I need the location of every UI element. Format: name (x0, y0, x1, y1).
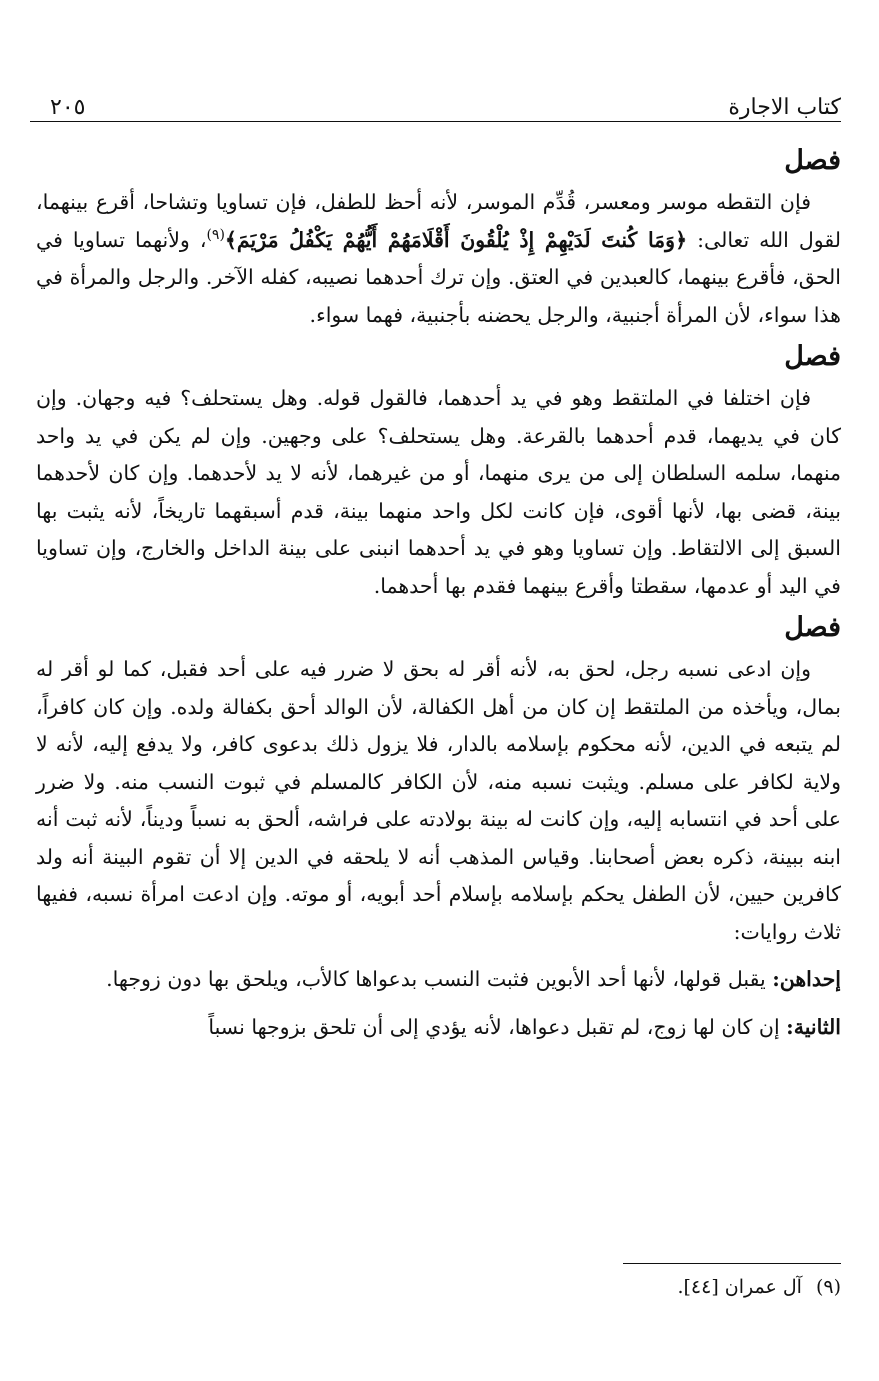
list-item-text: يقبل قولها، لأنها أحد الأبوين فثبت النسب بدعواها كالأب، ويلحق بها دون زوجها. (106, 967, 773, 991)
section-heading: فصل (784, 145, 841, 176)
section-1 (36, 138, 841, 334)
list-item-text: إن كان لها زوج، لم تقبل دعواها، لأنه يؤدي إلى أن تلحق بزوجها نسباً (208, 1014, 787, 1039)
page-body (36, 138, 841, 1046)
header-title: كتاب الاجارة (728, 95, 841, 120)
footnote-text: آل عمران [٤٤]. (677, 1276, 802, 1298)
list-item-label: إحداهن: (772, 967, 841, 991)
section-paragraph: فإن اختلفا في الملتقط وهو في يد أحدهما، فالقول قوله. وهل يستحلف؟ فيه وجهان. وإن كان في يديهما، قدم أحدهما بالقرعة. وهل يستحلف؟ على وجهين. وإن لم يكن في يد واحد منهما، سلمه السلطان إلى من يرى منهما، أو من غيرهما، لأنه لا يد لأحدهما. وإن كان لأحدهما بينة، قضى بها، لأنها أقوى، فإن كانت لكل واحد منهما بينة، قدم أسبقهما تاريخاً، لأنه يثبت بها السبق إلى الالتقاط. وإن تساويا وهو في يد أحدهما انبنى على بينة الداخل والخارج، وإن تساويا في اليد أو عدمها، سقطتا وأقرع بينهما فقدم بها أحدهما. (36, 386, 841, 598)
paragraph-text: ، ولأنهما تساويا في الحق، فأقرع بينهما، كالعبدين في العتق. وإن ترك أحدهما نصيبه، كفله الآخر. والرجل والمرأة في هذا سواء، لأن المرأة أجنبية، والرجل يحضنه بأجنبية، فهما سواء. (36, 227, 841, 327)
footnote (677, 1272, 841, 1302)
header-rule (30, 121, 841, 122)
page-number: ٢٠٥ (50, 95, 86, 120)
list-item (36, 1009, 841, 1047)
section-2 (36, 334, 841, 605)
section-heading: فصل (784, 612, 841, 643)
list-item-label: الثانية: (786, 1014, 841, 1039)
footnote-reference: (٩) (206, 226, 225, 243)
footnote-number: (٩) (815, 1276, 841, 1298)
running-header (50, 80, 841, 120)
section-paragraph: وإن ادعى نسبه رجل، لحق به، لأنه أقر له بحق لا ضرر فيه على أحد فقبل، كما لو أقر له بمال، ويأخذه من الملتقط إن كان من أهل الكفالة، لأن الوالد أحق بكفالة ولده. وإن كان كافراً، لم يتبعه في الدين، لأنه محكوم بإسلامه بالدار، فلا يزول ذلك بدعوى كافر، ولا يدفع إليه، لأنه لا ولاية لكافر على مسلم. ويثبت نسبه منه، لأن الكافر كالمسلم في ثبوت النسب منه. ولا ضرر على أحد في انتسابه إليه، وإن كانت له بينة بولادته على فراشه، ألحق به نسباً وديناً، لأنه ثبت أنه ابنه ببينة، ذكره بعض أصحابنا. وقياس المذهب أنه لا يلحقه في الدين إلا أن تقوم البينة أنه ولد كافرين حيين، لأن الطفل يحكم بإسلامه بإسلام أحد أبويه، أو موته. وإن ادعت امرأة نسبه، ففيها ثلاث روايات: (36, 657, 841, 944)
paragraph-text: فإن التقطه موسر ومعسر، قُدِّم الموسر، لأنه أحظ للطفل، فإن تساويا وتشاحا، أقرع بينهما، لقول الله تعالى: (36, 190, 841, 252)
section-paragraph (36, 184, 841, 334)
list-item (36, 961, 841, 999)
footnote-rule (623, 1263, 841, 1264)
section-3 (36, 605, 841, 1046)
quran-quote: ﴿وَمَا كُنتَ لَدَيْهِمْ إِذْ يُلْقُونَ أَقْلَامَهُمْ أَيُّهُمْ يَكْفُلُ مَرْيَمَ﴾ (224, 227, 688, 252)
section-heading: فصل (784, 341, 841, 372)
